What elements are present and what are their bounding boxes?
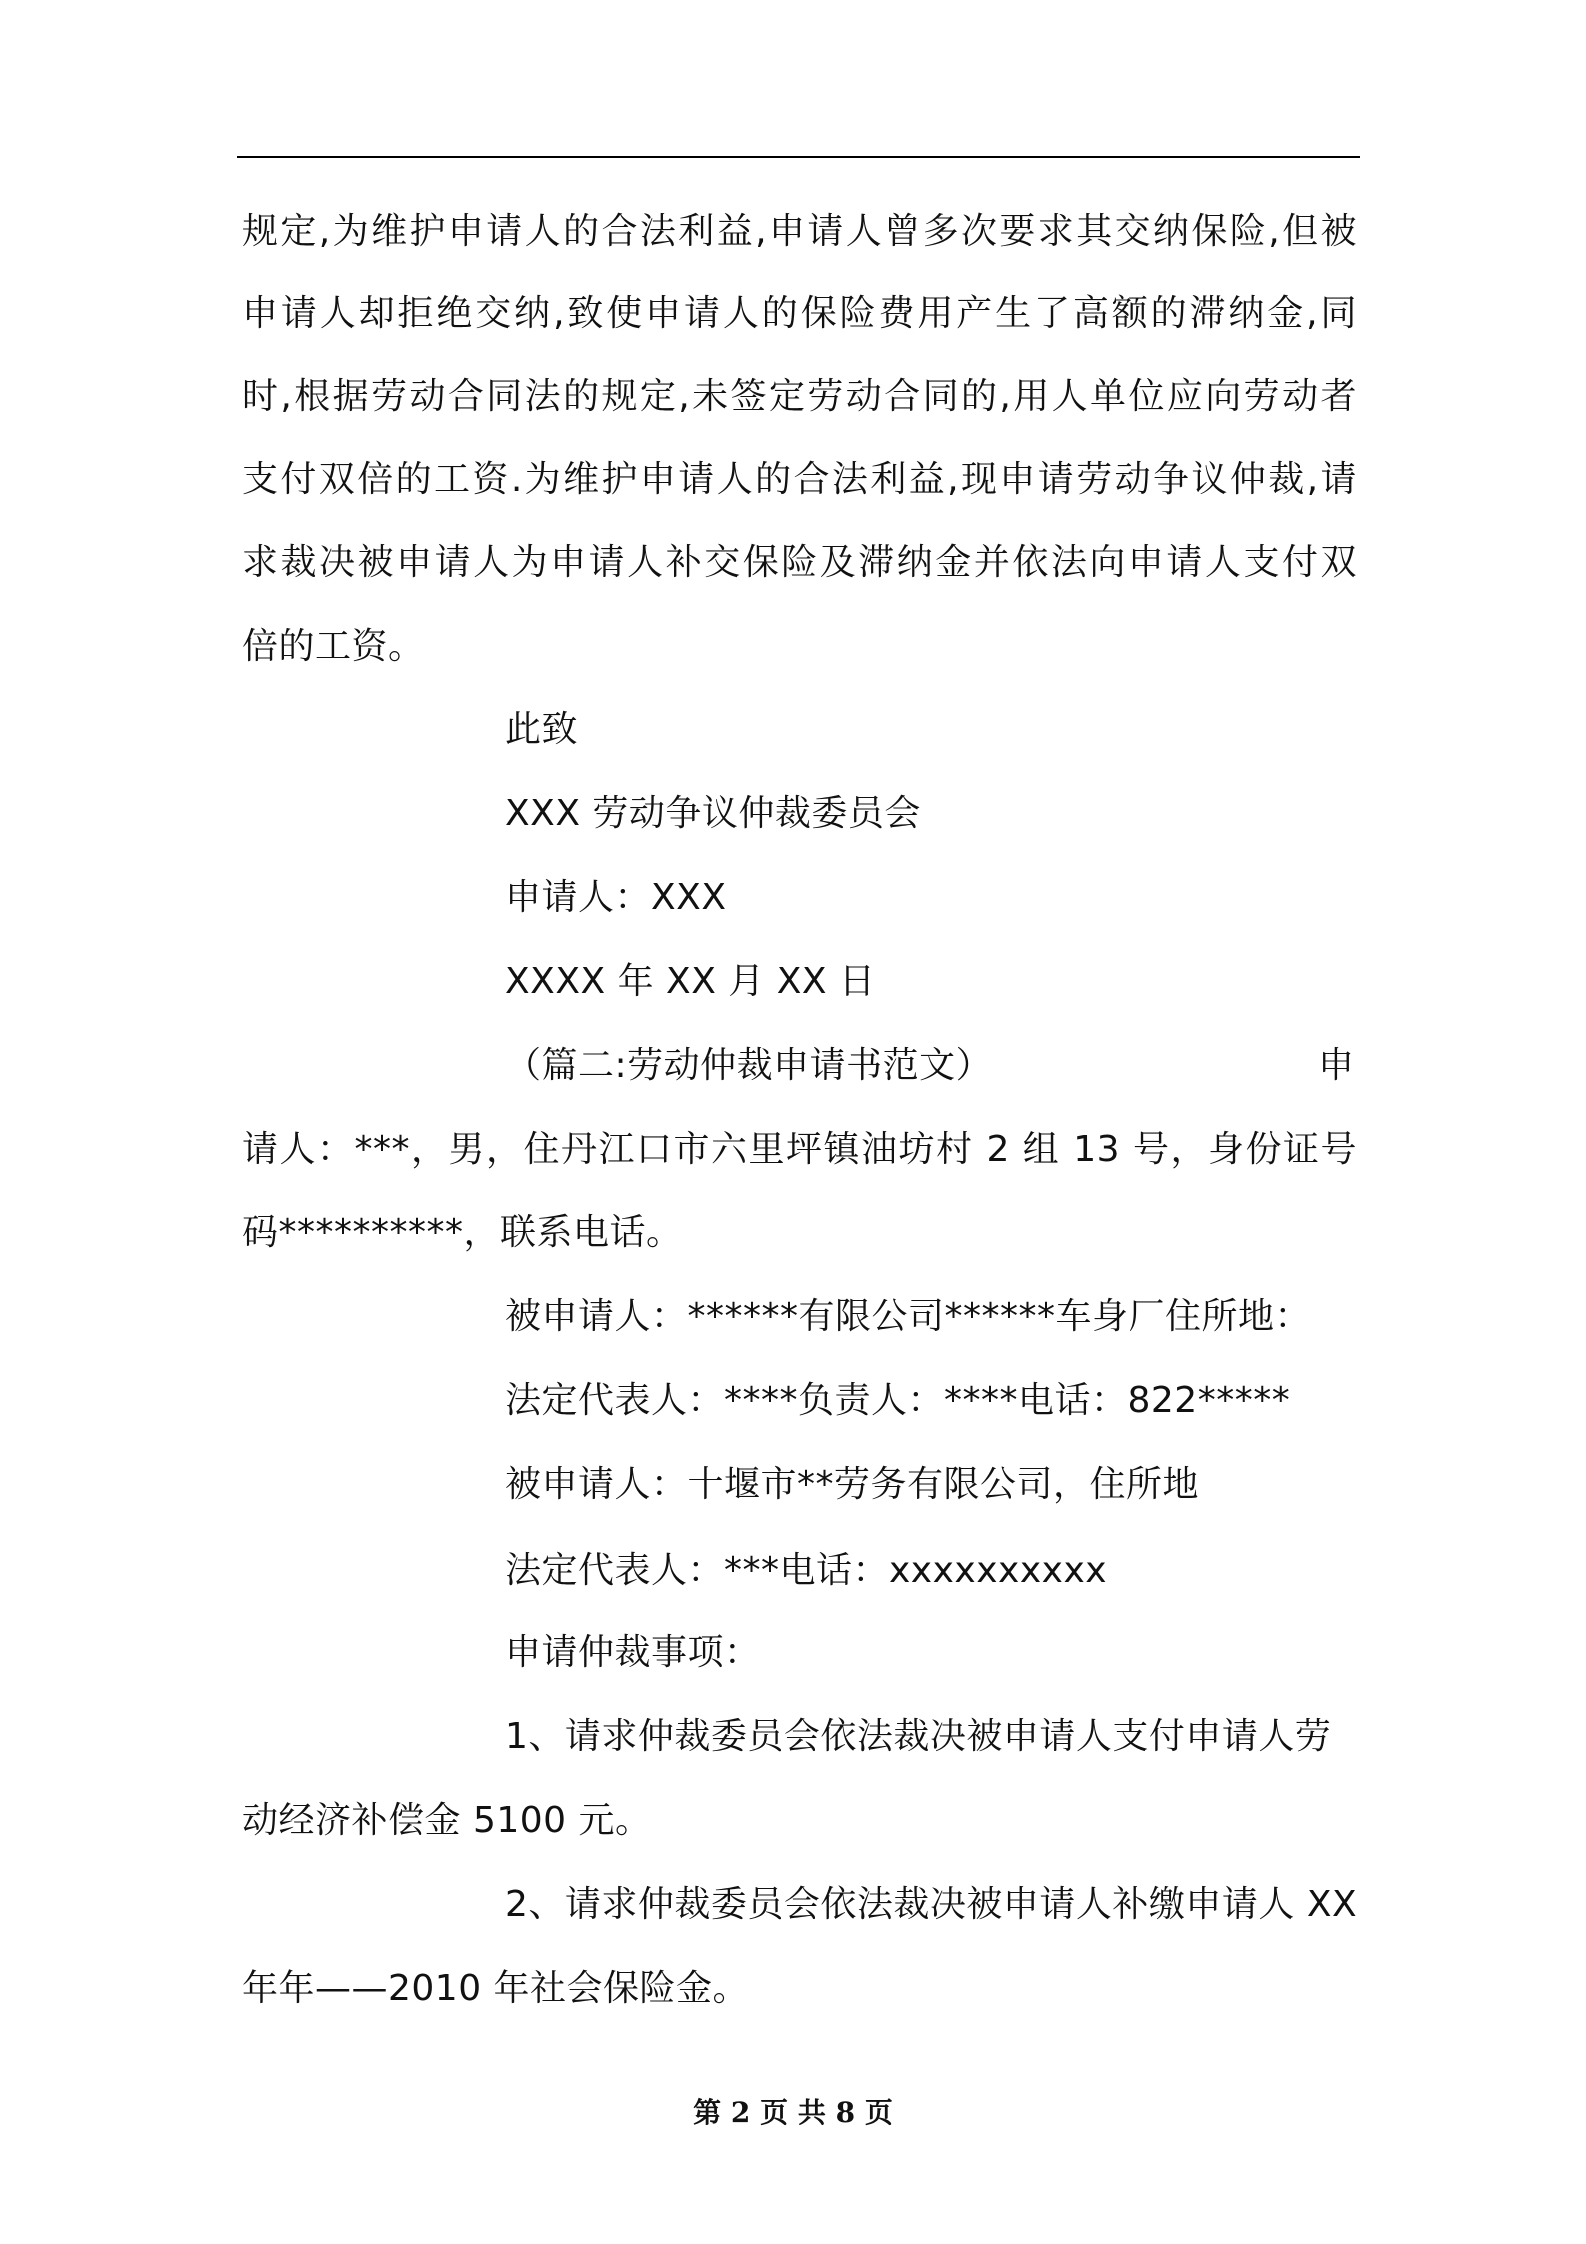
section-heading: （篇二:劳动仲裁申请书范文） — [505, 1045, 993, 1086]
representative-line: 法定代表人：***电话：xxxxxxxxxx — [505, 1550, 1108, 1591]
date-line: XXXX 年 XX 月 XX 日 — [505, 961, 876, 1002]
paragraph-line: 倍的工资。 — [242, 626, 425, 667]
claim-item: 2、请求仲裁委员会依法裁决被申请人补缴申请人 XX — [505, 1884, 1358, 1925]
claim-item: 1、请求仲裁委员会依法裁决被申请人支付申请人劳 — [505, 1716, 1332, 1757]
salutation: 此致 — [505, 709, 579, 750]
header-rule — [237, 156, 1360, 158]
paragraph-line: 支付双倍的工资.为维护申请人的合法利益,现申请劳动争议仲裁,请 — [242, 459, 1357, 500]
representative-line: 法定代表人：****负责人：****电话：822***** — [505, 1380, 1291, 1421]
paragraph-line: 规定,为维护申请人的合法利益,申请人曾多次要求其交纳保险,但被 — [242, 211, 1357, 252]
paragraph-line: 时,根据劳动合同法的规定,未签定劳动合同的,用人单位应向劳动者 — [242, 376, 1357, 417]
respondent-line: 被申请人：******有限公司******车身厂住所地： — [505, 1296, 1312, 1337]
paragraph-line: 动经济补偿金 5100 元。 — [242, 1800, 652, 1841]
paragraph-line: 请人：***，男，住丹江口市六里坪镇油坊村 2 组 13 号，身份证号 — [242, 1129, 1357, 1170]
paragraph-line: 申请人却拒绝交纳,致使申请人的保险费用产生了高额的滞纳金,同 — [242, 293, 1357, 334]
paragraph-line: 求裁决被申请人为申请人补交保险及滞纳金并依法向申请人支付双 — [242, 542, 1357, 583]
page-number: 第 2 页 共 8 页 — [693, 2096, 893, 2129]
paragraph-line: 码**********，联系电话。 — [242, 1212, 683, 1253]
respondent-line: 被申请人：十堰市**劳务有限公司，住所地 — [505, 1464, 1200, 1505]
paragraph-line: 年年——2010 年社会保险金。 — [242, 1968, 750, 2009]
applicant-signature: 申请人：XXX — [505, 877, 727, 918]
paragraph-line: 申 — [1318, 1045, 1355, 1086]
recipient-committee: XXX 劳动争议仲裁委员会 — [505, 793, 921, 834]
claims-heading: 申请仲裁事项： — [505, 1632, 761, 1673]
